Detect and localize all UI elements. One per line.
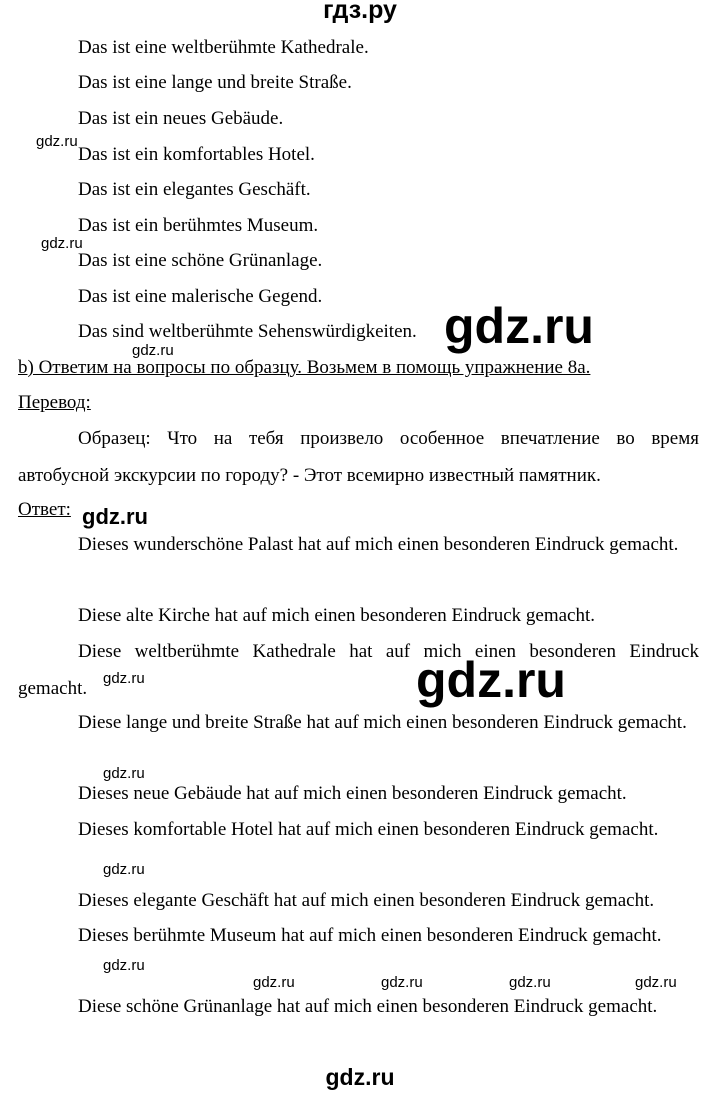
sentence: Das ist eine weltberühmte Kathedrale. xyxy=(78,37,369,58)
answer-paragraph: Diese lange und breite Straße hat auf mich einen besonderen Eindruck gemacht. xyxy=(78,712,687,733)
watermark: gdz.ru xyxy=(41,235,83,252)
answer-paragraph: Dieses elegante Geschäft hat auf mich einen besonderen Eindruck gemacht. xyxy=(78,890,655,911)
sentence: Das ist eine malerische Gegend. xyxy=(78,286,323,307)
watermark: gdz.ru xyxy=(103,765,145,782)
answer-paragraph: Dieses wunderschöne Palast hat auf mich einen besonderen Eindruck gemacht. xyxy=(78,534,679,555)
sentence: Das ist ein elegantes Geschäft. xyxy=(78,179,311,200)
watermark: gdz.ru xyxy=(103,957,145,974)
answer-label: Ответ: xyxy=(18,499,71,520)
answer-paragraph: Diese schöne Grünanlage hat auf mich einen besonderen Eindruck gemacht. xyxy=(78,996,658,1017)
sentence: Das ist ein berühmtes Museum. xyxy=(78,215,319,236)
answer-paragraph: Dieses neue Gebäude hat auf mich einen besonderen Eindruck gemacht. xyxy=(78,783,627,804)
watermark: gdz.ru xyxy=(82,504,148,529)
watermark: gdz.ru xyxy=(416,652,566,708)
answer-paragraph: Diese alte Kirche hat auf mich einen besonderen Eindruck gemacht. xyxy=(78,605,596,626)
watermark: gdz.ru xyxy=(132,342,174,359)
watermark: gdz.ru xyxy=(36,133,78,150)
watermark: gdz.ru xyxy=(103,861,145,878)
sample-paragraph: Образец: Что на тебя произвело особенное впечатление во время автобусной экскурсии по городу? - Этот всемирно известный памятник. xyxy=(18,428,699,486)
page-footer: gdz.ru xyxy=(325,1064,395,1090)
sentence: Das sind weltberühmte Sehenswürdigkeiten. xyxy=(78,321,417,342)
translation-label: Перевод: xyxy=(18,392,91,413)
answer-paragraph: Dieses berühmte Museum hat auf mich einen besonderen Eindruck gemacht. xyxy=(78,925,662,946)
watermark: gdz.ru xyxy=(253,974,295,991)
sentence: Das ist ein komfortables Hotel. xyxy=(78,144,315,165)
sentence: Das ist eine schöne Grünanlage. xyxy=(78,250,323,271)
sentence: Das ist ein neues Gebäude. xyxy=(78,108,284,129)
page-header: гдз.ру xyxy=(323,0,397,24)
watermark: gdz.ru xyxy=(103,670,145,687)
watermark: gdz.ru xyxy=(381,974,423,991)
answer-paragraph: Diese weltberühmte Kathedrale hat auf mich einen besonderen Eindruck gemacht. xyxy=(18,641,699,699)
watermark: gdz.ru xyxy=(509,974,551,991)
answer-paragraph: Dieses komfortable Hotel hat auf mich einen besonderen Eindruck gemacht. xyxy=(78,819,659,840)
watermark: gdz.ru xyxy=(444,298,594,354)
sentence: Das ist eine lange und breite Straße. xyxy=(78,72,352,93)
watermark: gdz.ru xyxy=(635,974,677,991)
task-b-heading: b) Ответим на вопросы по образцу. Возьмем в помощь упражнение 8a. xyxy=(18,357,591,378)
